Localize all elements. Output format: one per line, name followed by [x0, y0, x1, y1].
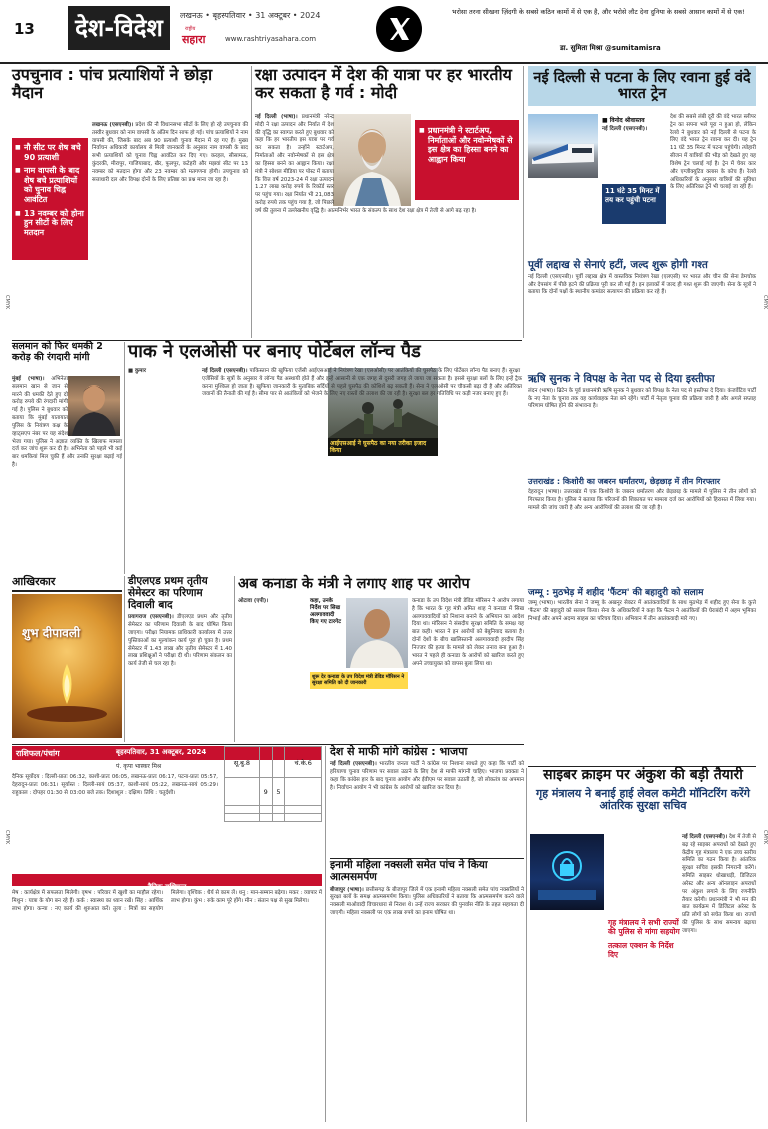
train-story	[528, 66, 756, 258]
kundli-cell	[285, 814, 322, 822]
train-body-text: देश की सबसे लंबी दूरी की वंदे भारत स्लीपर ट्रेन का सपना भले पूरा न हुआ हो, लेकिन रेलवे ने बुधवार को नई दिल्ली से पटना के लिए वंदे भारत ट्रेन रवाना कर दी। यह ट्रेन 11 घंटे 35 मिनट में पटना पहुंचेगी। त्योहारी सीजन में यात्रियों की भीड़ को देखते हुए यह विशेष ट्रेन चलाई गई है। ट्रेन में चेयर कार और एग्जीक्यूटिव क्लास के कोच हैं। रेलवे अधिकारियों के अनुसार यात्रियों की सुविधा के लिए अतिरिक्त ट्रेनें भी चलाई जा रही हैं।	[670, 114, 756, 191]
kundli-cell: 9	[259, 778, 272, 806]
kundli-cell	[272, 814, 285, 822]
tweet-text: भरोसा तरना सीखना ज़िंदगी के सबसे कठिन कामों में से एक है, और भरोसे लौट देना दुनिया के सबसे आसान कामों में से एक!	[452, 8, 745, 16]
header-divider	[0, 62, 768, 64]
canada-body-left	[238, 598, 308, 740]
cyber-photo	[530, 834, 604, 910]
col-divider	[526, 768, 527, 1122]
page-number: 13	[14, 20, 35, 38]
pak-headline: पाक ने एलओसी पर बनाए पोर्टेबल लॉन्च पैड	[128, 341, 421, 362]
kundli-cell	[259, 806, 272, 814]
shah-photo	[346, 598, 408, 668]
train-box-text: 11 घंटे 35 मिनट में तय कर पहुंची पटना	[605, 187, 660, 204]
kundli-cell	[225, 814, 260, 822]
ladakh-story	[528, 260, 756, 372]
canada-body	[412, 598, 524, 740]
pak-dateline: नई दिल्ली (एसएनबी)।	[202, 368, 248, 374]
rashifal-signs: मेष : कार्यक्षेत्र में सफलता मिलेगी। वृषभ : परिवार में खुशी का माहौल रहेगा। मिथुन : यात्रा के योग बन रहे हैं। कर्क : स्वास्थ्य का ध्यान रखें। सिंह : आर्थिक लाभ होगा। कन्या : नए कार्य की शुरुआत करें। तुला : मित्रों का सहयोग मिलेगा। वृश्चिक : धैर्य से काम लें। धनु : मान-सम्मान बढ़ेगा। मकर : व्यापार में लाभ होगा। कुंभ : रुके काम पूरे होंगे। मीन : संतान पक्ष से सुख मिलेगा।	[12, 890, 322, 912]
defence-headline: रक्षा उत्पादन में देश की यात्रा पर हर भारतीय कर सकता है गर्व : मोदी	[255, 65, 512, 102]
cyber-point: तत्काल एक्शन के निर्देश दिए	[608, 940, 674, 960]
sunak-body: लंदन (भाषा)। ब्रिटेन के पूर्व प्रधानमंत्री ऋषि सुनक ने बुधवार को विपक्ष के नेता पद से इस्तीफा दे दिया। कंजर्वेटिव पार्टी के नए नेता के चुनाव तक वह कार्यवाहक नेता बने रहेंगे। पार्टी में नेतृत्व चुनाव की प्रक्रिया जारी है और अगले सप्ताह परिणाम घोषित होने की संभावना है।	[528, 387, 756, 410]
upchunav-point: ■ 13 नवम्बर को होना हुन सीटों के लिए मतदान	[15, 207, 85, 240]
congress-story	[330, 746, 524, 856]
cmyk-mark-right: CMYK	[762, 295, 768, 310]
upchunav-dateline: लखनऊ (एसएनबी)।	[92, 122, 134, 128]
naxal-story	[330, 860, 524, 1122]
website: www.rashtriyasahara.com	[225, 35, 317, 43]
rashifal-author: पं. कृपा भास्कर मिश्र	[116, 763, 162, 770]
defence-body	[255, 114, 520, 336]
naxal-headline: इनामी महिला नक्सली समेत पांच ने किया आत्मसमर्पण	[330, 859, 488, 883]
canada-dateline: ओटावा (एपी)।	[238, 598, 269, 604]
rashifal-date: बृहस्पतिवार, 31 अक्टूबर, 2024	[116, 748, 207, 756]
kundli-cell	[259, 747, 272, 778]
rashifal-section	[12, 746, 322, 1122]
kundli-cell	[225, 778, 260, 806]
kishori-headline: उत्तराखंड : किशोरी का जबरन धर्मांतरण, छेड़छाड़ में तीन गिरफ्तार	[528, 477, 721, 486]
akhirkar-box	[12, 576, 122, 742]
jammu-headline: जम्मू : मुठभेड़ में शहीद 'फैंटम' की बहादुरी को सलाम	[528, 588, 704, 598]
canada-quote	[310, 598, 344, 678]
congress-body	[330, 761, 524, 792]
congress-headline: देश से माफी मांगे कांग्रेस : भाजपा	[330, 745, 468, 758]
train-byline: ■ विनोद श्रीवास्तव	[602, 117, 645, 124]
upchunav-point: ■ नौ सीट पर शेष बचे 90 प्रत्याशी	[15, 141, 85, 164]
defence-body-text: प्रधानमंत्री नरेन्द्र मोदी ने रक्षा उत्पादन और निर्यात में देश की वृद्धि का स्वागत करते हुए बुधवार को कहा कि हर भारतीय इस यात्रा पर गर्व कर सकता है। उन्होंने स्टार्टअप, निर्माताओं और नवोन्मेषकों से इस क्षेत्र का हिस्सा बनने का आह्वान किया। रक्षा मंत्री ने सोशल मीडिया पर पोस्ट में बताया कि वित्त वर्ष 2023-24 में रक्षा उत्पादन 1.27 लाख करोड़ रुपये के रिकॉर्ड स्तर पर पहुंच गया। रक्षा निर्यात भी 21,083 करोड़ रुपये तक पहुंच गया है, जो पिछले वर्ष की तुलना में उल्लेखनीय वृद्धि है। आत्मनिर्भर भारत के संकल्प के साथ देश रक्षा क्षेत्र में तेजी से आगे बढ़ रहा है।	[255, 114, 477, 214]
rashifal-subhead	[12, 874, 322, 891]
section-title: देश-विदेश	[75, 14, 163, 42]
jammu-story	[528, 588, 756, 766]
akhirkar-photo	[12, 594, 122, 738]
dled-dateline: प्रयागराज (एसएनबी)।	[128, 614, 174, 621]
kishori-story	[528, 478, 756, 586]
canada-quote-text: कहा, उनके निर्देश पर सिख अलगाववादी किए गए टारगेट	[310, 598, 341, 625]
salman-body-text: अभिनेता सलमान खान से जान से मारने की धमकी देते हुए दो करोड़ रुपये की रंगदारी मांगी गई है। पुलिस ने बुधवार को बताया कि मुंबई यातायात पुलिस के नियंत्रण कक्ष के व्हाट्सएप नंबर पर यह संदेश भेजा गया। पुलिस ने अज्ञात व्यक्ति के खिलाफ मामला दर्ज कर जांच शुरू कर दी है। अभिनेता को पहले भी कई बार धमकियां मिल चुकी हैं और उनकी सुरक्षा बढ़ाई गई है।	[12, 376, 122, 469]
naxal-body	[330, 887, 524, 918]
akhirkar-heading: आखिरकार	[12, 576, 122, 592]
train-body-left	[602, 126, 666, 182]
pak-body	[128, 368, 522, 572]
upchunav-body-text: प्रदेश की नौ विधानसभा सीटों के लिए हो रहे उपचुनाव की तस्वीर बुधवार को नाम वापसी के अंतिम दिन साफ हो गई। पांच प्रत्याशियों ने नाम वापसी की, जिसके बाद अब 90 प्रत्याशी चुनाव मैदान में रह गए हैं। मुख्य निर्वाचन अधिकारी कार्यालय से मिली जानकारी के अनुसार नाम वापसी के बाद सभी प्रत्याशियों को चुनाव चिह्न आवंटित कर दिए गए। करहल, सीसामऊ, कुंदरकी, मीरापुर, गाजियाबाद, खैर, फूलपुर, कटेहरी और मझवां सीट पर 13 नवम्बर को मतदान होगा और 23 नवम्बर को मतगणना होगी। उपचुनाव को सत्ताधारी दल और विपक्ष दोनों के लिए प्रतिष्ठा का प्रश्न माना जा रहा है।	[92, 122, 248, 183]
kundli-cell	[285, 806, 322, 814]
pak-story	[128, 342, 522, 574]
salman-story	[12, 342, 122, 574]
naxal-body-text: छत्तीसगढ़ के बीजापुर जिले में एक इनामी महिला नक्सली समेत पांच नक्सलियों ने सुरक्षा बलों के समक्ष आत्मसमर्पण किया। पुलिस अधिकारियों ने बताया कि आत्मसमर्पण करने वाले नक्सली माओवादी विचारधारा से निराश थे। उन्हें राज्य सरकार की पुनर्वास नीति के तहत सहायता दी जाएगी। महिला नक्सली पर एक लाख रुपये का इनाम घोषित था।	[330, 886, 524, 916]
rashifal-subhead-text: दैनिक राशिफल	[147, 883, 187, 891]
sunak-story	[528, 374, 756, 476]
train-photo	[528, 114, 598, 178]
congress-dateline: नई दिल्ली (एसएनबी)।	[330, 761, 377, 768]
canada-story	[238, 576, 524, 742]
kishori-body: देहरादून (भाषा)। उत्तराखंड में एक किशोरी के जबरन धर्मांतरण और छेड़छाड़ के मामले में पुलिस ने तीन लोगों को गिरफ्तार किया है। पुलिस ने बताया कि परिजनों की शिकायत पर मामला दर्ज कर आरोपियों को हिरासत में लिया गया। मामले की जांच जारी है और अन्य आरोपियों की तलाश की जा रही है।	[528, 488, 756, 511]
panchang-body: दैनिक सूर्योदय : दिल्ली-प्रातः 06:32, काशी-प्रातः 06:05, लखनऊ-प्रातः 06:17, पटना-प्रातः 05:57, देहरादून-प्रातः 06:31। सूर्यास्त : दिल्ली-सायं 05:37, काशी-सायं 05:22, लखनऊ-सायं 05:29। राहुकाल : दोपहर 01:30 से 03:00 बजे तक। दिशाशूल : दक्षिण। तिथि : चतुर्दशी।	[12, 774, 218, 796]
canada-photo-caption	[310, 672, 408, 689]
pak-body-text: पाकिस्तान की खुफिया एजेंसी आईएसआई ने नियंत्रण रेखा (एलओसी) पर आतंकियों की घुसपैठ के लिए पोर्टेबल लॉन्च पैड बनाए हैं। सुरक्षा एजेंसियों के सूत्रों के अनुसार ये लॉन्च पैड अस्थायी होते हैं और इन्हें आसानी से एक जगह से दूसरी जगह ले जाया जा सकता है। इससे सुरक्षा बलों के लिए इन्हें ट्रैक करना मुश्किल हो जाता है। खुफिया जानकारी के मुताबिक सर्दियों से पहले घुसपैठ की कोशिशें बढ़ सकती हैं। सेना ने एलओसी पर चौकसी बढ़ा दी है और अतिरिक्त जवानों की तैनाती की गई है। सीमा पार से आतंकियों को भेजने के लिए नए रास्तों की तलाश की जा रही है। सुरक्षा बल हर गतिविधि पर कड़ी नजर बनाए हुए हैं।	[202, 368, 522, 398]
section-title-box	[68, 6, 170, 50]
ladakh-headline: पूर्वी लद्दाख से सेनाएं हटीं, जल्द शुरू होगी गश्त	[528, 259, 708, 271]
train-dateline: नई दिल्ली (एसएनबी)।	[602, 126, 648, 132]
brand-small: राष्ट्रीय	[185, 26, 196, 32]
kundli-cell	[285, 778, 322, 806]
col-divider	[234, 576, 235, 742]
ladakh-body: नई दिल्ली (एसएनबी)। पूर्वी लद्दाख क्षेत्र में वास्तविक नियंत्रण रेखा (एलएसी) पर भारत और चीन की सेना डेमचोक और देपसांग में पीछे हटने की प्रक्रिया पूरी कर ली गई है। इन इलाकों में जल्द ही गश्त शुरू की जाएगी। सेना के सूत्रों ने बताया कि दोनों पक्षों के स्थानीय कमांडर सत्यापन की प्रक्रिया कर रहे हैं।	[528, 273, 756, 296]
salman-dateline: मुंबई (भाषा)।	[12, 376, 45, 382]
kundli-cell	[259, 814, 272, 822]
salman-headline: सलमान को फिर धमकी 2 करोड़ की रंगदारी मांगी	[12, 341, 103, 363]
col-divider	[124, 576, 125, 742]
pak-photo-caption-text: आईएसआई ने घुसपैठ का नया तरीका इजाद किया	[330, 439, 427, 454]
upchunav-story	[12, 66, 248, 338]
cyber-dateline: नई दिल्ली (एसएनबी)।	[682, 834, 728, 840]
cmyk-mark-right-2: CMYK	[762, 830, 768, 845]
tweet-author: डा. सुमिता मिश्रा @sumitamisra	[560, 44, 661, 52]
col-divider	[124, 342, 125, 574]
canada-headline: अब कनाडा के मंत्री ने लगाए शाह पर आरोप	[238, 576, 470, 592]
kundli-table	[224, 746, 322, 822]
upchunav-headline: उपचुनाव : पांच प्रत्याशियों ने छोड़ा मैदान	[12, 65, 213, 102]
date-line: लखनऊ • बृहस्पतिवार • 31 अक्टूबर • 2024	[180, 11, 321, 20]
cmyk-mark-left: CMYK	[4, 295, 10, 310]
salman-body	[12, 376, 122, 572]
cyber-body-text: देश में तेजी से बढ़ रहे साइबर अपराधों को देखते हुए केंद्रीय गृह मंत्रालय ने एक उच्च स्तरीय समिति का गठन किया है। आंतरिक सुरक्षा सचिव इसकी निगरानी करेंगे। समिति साइबर धोखाधड़ी, डिजिटल अरेस्ट और अन्य ऑनलाइन अपराधों पर अंकुश लगाने के लिए रणनीति तैयार करेगी। प्रधानमंत्री ने भी मन की बात कार्यक्रम में डिजिटल अरेस्ट के प्रति लोगों को सचेत किया था। राज्यों की पुलिस के साथ समन्वय बढ़ाया जाएगा।	[682, 834, 756, 934]
congress-body-text: भारतीय जनता पार्टी ने कांग्रेस पर निशाना साधते हुए कहा कि पार्टी को हरियाणा चुनाव परिणाम पर सवाल उठाने के लिए देश से माफी मांगनी चाहिए। भाजपा प्रवक्ता ने कहा कि कांग्रेस हार के बाद चुनाव आयोग और ईवीएम पर सवाल उठाती है, जो लोकतंत्र का अपमान है। निर्वाचन आयोग ने भी कांग्रेस के आरोपों को खारिज कर दिया है।	[330, 761, 524, 791]
dled-story	[128, 576, 232, 742]
x-logo-icon	[376, 6, 422, 52]
cyber-story	[530, 768, 756, 1122]
train-body	[670, 114, 756, 256]
kundli-cell	[272, 806, 285, 814]
cyber-body-left	[530, 914, 604, 1120]
train-headline: नई दिल्ली से पटना के लिए रवाना हुई वंदे भारत ट्रेन	[528, 66, 756, 106]
akhirkar-caption: शुभ दीपावली	[22, 626, 81, 640]
brand-logo: सहारा	[182, 33, 206, 46]
canada-photo-caption-text: शुरू देर कनाडा के उप विदेश मंत्री डेविड मॉरिसन ने सुरक्षा समिति को दी जानकारी	[312, 674, 405, 687]
dled-headline: डीएलएड प्रथम तृतीय सेमेस्टर का परिणाम दिवाली बाद	[128, 575, 208, 611]
col-divider	[325, 746, 326, 1122]
upchunav-body	[12, 122, 248, 334]
naxal-dateline: बीजापुर (भाषा)।	[330, 886, 364, 893]
rashifal-label: राशिफल/पंचांग	[16, 749, 60, 758]
cyber-subhead: गृह मंत्रालय ने बनाई हाई लेवल कमेटी मॉनिटरिंग करेंगे आंतरिक सुरक्षा सचिव	[536, 786, 750, 812]
cyber-body	[608, 834, 756, 1120]
col-divider	[523, 66, 524, 338]
train-box	[602, 184, 666, 224]
kundli-cell: चं.के.6	[285, 747, 322, 778]
canada-body-text: कनाडा के उप विदेश मंत्री डेविड मॉरिसन ने आरोप लगाया है कि भारत के गृह मंत्री अमित शाह ने कनाडा में सिख अलगाववादियों को निशाना बनाने के अभियान का आदेश दिया था। मॉरिसन ने संसदीय सुरक्षा समिति के समक्ष यह बात कही। भारत ने इन आरोपों को बेबुनियाद बताया है। दोनों देशों के बीच खालिस्तानी अलगाववादी हरदीप सिंह निज्जर की हत्या के मामले को लेकर तनाव बना हुआ है। भारत ने पहले ही कनाडा के आरोपों को खारिज करते हुए अपने उच्चायुक्त को वापस बुला लिया था।	[412, 598, 524, 667]
kundli-cell: 5	[272, 778, 285, 806]
cyber-headline: साइबर क्राइम पर अंकुश की बड़ी तैयारी	[543, 767, 743, 783]
defence-dateline: नई दिल्ली (भाषा)।	[255, 114, 298, 120]
jammu-body: जम्मू (भाषा)। भारतीय सेना ने जम्मू के अखनूर सेक्टर में आतंकवादियों के साथ मुठभेड़ में शहीद हुए सेना के कुत्ते 'फैंटम' की बहादुरी को सलाम किया। सेना के अधिकारियों ने कहा कि फैंटम ने आतंकियों की घेराबंदी में अहम भूमिका निभाई और अपने अदम्य साहस का परिचय दिया। अभियान में तीन आतंकवादी मारे गए।	[528, 600, 756, 622]
upchunav-point: ■ नाम वापसी के बाद शेष बचे प्रत्याशियों को चुनाव चिह्न आवंटित	[15, 164, 85, 206]
dled-body	[128, 614, 232, 669]
defence-point: ■ प्रधानमंत्री ने स्टार्टअप, निर्माताओं और नवोन्मेषकों से इस क्षेत्र का हिस्सा बनने का आह्वान किया	[419, 124, 515, 166]
cmyk-mark-left-2: CMYK	[4, 830, 10, 845]
kundli-chart	[224, 746, 322, 822]
dled-body-text: डीएलएड प्रथम और तृतीय सेमेस्टर का परिणाम दिवाली के बाद घोषित किया जाएगा। परीक्षा नियामक प्राधिकारी कार्यालय में उत्तर पुस्तिकाओं का मूल्यांकन कार्य पूरा हो चुका है। प्रथम सेमेस्टर में 1.43 लाख और तृतीय सेमेस्टर में 1.40 लाख प्रशिक्षुओं ने परीक्षा दी थी। परिणाम संकलन का कार्य तेजी से चल रहा है।	[128, 614, 233, 668]
col-divider	[251, 66, 252, 338]
sunak-headline: ऋषि सुनक ने विपक्ष के नेता पद से दिया इस्तीफा	[528, 373, 715, 385]
kundli-cell	[225, 806, 260, 814]
masthead	[0, 0, 768, 62]
defence-story	[255, 66, 520, 338]
kundli-cell: सू.बु.8	[225, 747, 260, 778]
cyber-point: गृह मंत्रालय ने सभी राज्यों की पुलिस से मांगा सहयोग	[608, 918, 680, 937]
kundli-cell	[272, 747, 285, 778]
pak-byline: ■ कुमार	[128, 368, 146, 374]
